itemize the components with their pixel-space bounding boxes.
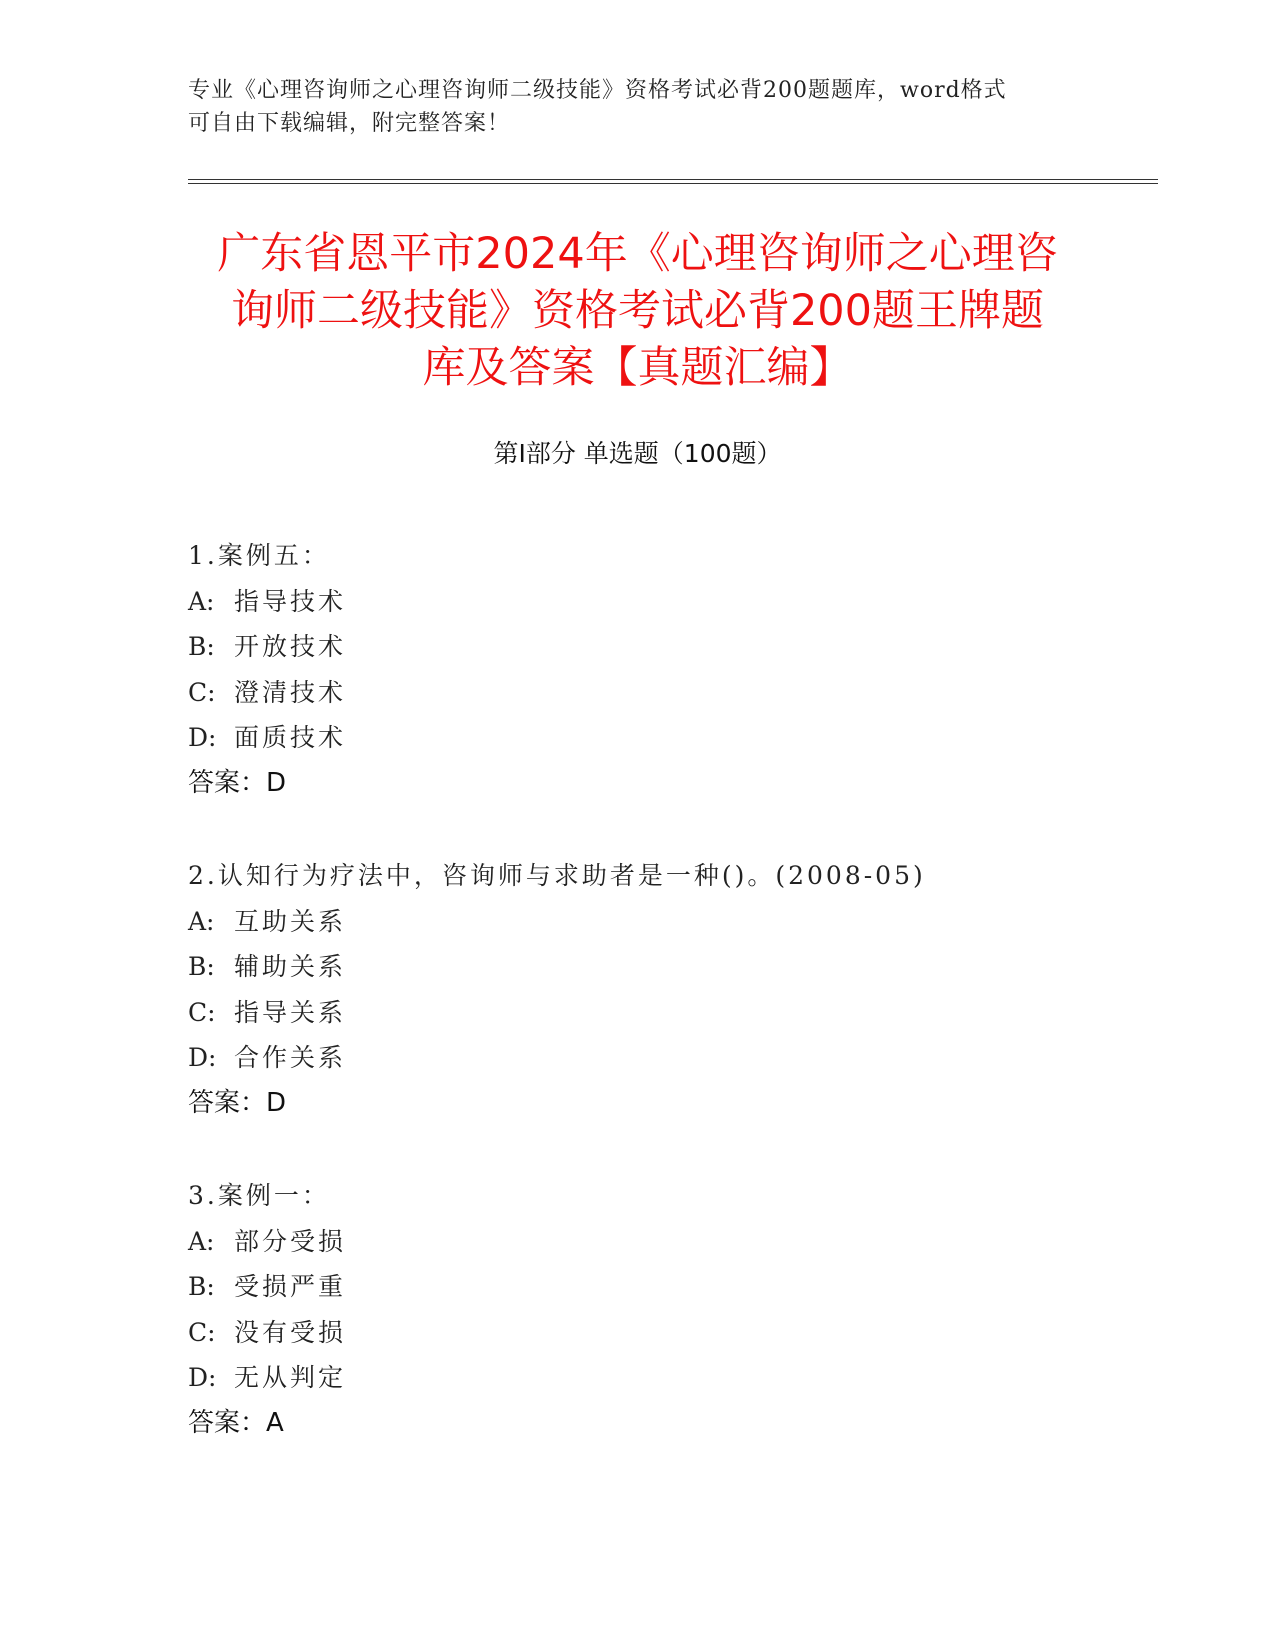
option-letter: B:: [188, 1272, 215, 1302]
option-a: [188, 899, 1188, 945]
option-letter: C:: [188, 997, 216, 1027]
question-block: [188, 853, 1188, 1127]
option-b: [188, 944, 1188, 990]
document-header-note: [188, 74, 1088, 140]
header-note-line-1: 专业《心理咨询师之心理咨询师二级技能》资格考试必背200题题库，word格式: [188, 78, 1007, 103]
option-text: 澄清技术: [234, 677, 347, 707]
option-text: 受损严重: [234, 1272, 347, 1302]
option-d: [188, 1355, 1188, 1401]
option-text: 没有受损: [234, 1317, 347, 1347]
option-text: 指导技术: [234, 586, 347, 616]
option-b: [188, 1264, 1188, 1310]
option-d: [188, 715, 1188, 761]
option-text: 辅助关系: [234, 952, 347, 982]
option-text: 互助关系: [234, 906, 347, 936]
option-letter: A:: [188, 1226, 215, 1256]
title-line-2: 询师二级技能》资格考试必背200题王牌题: [230, 286, 1045, 336]
question-stem: 3.案例一：: [188, 1181, 330, 1210]
question-block: [188, 1173, 1188, 1447]
option-b: [188, 624, 1188, 670]
option-a: [188, 1219, 1188, 1265]
option-letter: B:: [188, 632, 215, 662]
option-letter: B:: [188, 952, 215, 982]
option-a: [188, 579, 1188, 625]
answer-line: 答案：A: [188, 1407, 284, 1438]
question-stem: 1.案例五：: [188, 541, 330, 570]
option-text: 部分受损: [234, 1226, 347, 1256]
option-d: [188, 1035, 1188, 1081]
answer-line: 答案：D: [188, 767, 287, 798]
option-text: 开放技术: [234, 632, 347, 662]
option-text: 面质技术: [234, 723, 347, 753]
option-letter: C:: [188, 1317, 216, 1347]
document-title: [150, 226, 1125, 397]
option-c: [188, 670, 1188, 716]
title-line-3: 库及答案【真题汇编】: [422, 343, 853, 393]
option-letter: C:: [188, 677, 216, 707]
title-line-1: 广东省恩平市2024年《心理咨询师之心理咨: [217, 229, 1058, 279]
option-text: 无从判定: [234, 1363, 347, 1393]
answer-line: 答案：D: [188, 1087, 287, 1118]
header-divider-top: [188, 179, 1158, 180]
option-c: [188, 1310, 1188, 1356]
option-letter: D:: [188, 723, 217, 753]
option-letter: A:: [188, 586, 215, 616]
header-divider-bottom: [188, 183, 1158, 184]
option-text: 合作关系: [234, 1043, 347, 1073]
option-letter: D:: [188, 1363, 217, 1393]
question-stem: 2.认知行为疗法中，咨询师与求助者是一种()。(2008-05): [188, 861, 926, 890]
option-letter: D:: [188, 1043, 217, 1073]
question-block: [188, 533, 1188, 807]
header-note-line-2: 可自由下载编辑，附完整答案！: [188, 111, 511, 136]
option-letter: A:: [188, 906, 215, 936]
section-heading: 第Ⅰ部分 单选题（100题）: [493, 439, 782, 468]
option-c: [188, 990, 1188, 1036]
option-text: 指导关系: [234, 997, 347, 1027]
